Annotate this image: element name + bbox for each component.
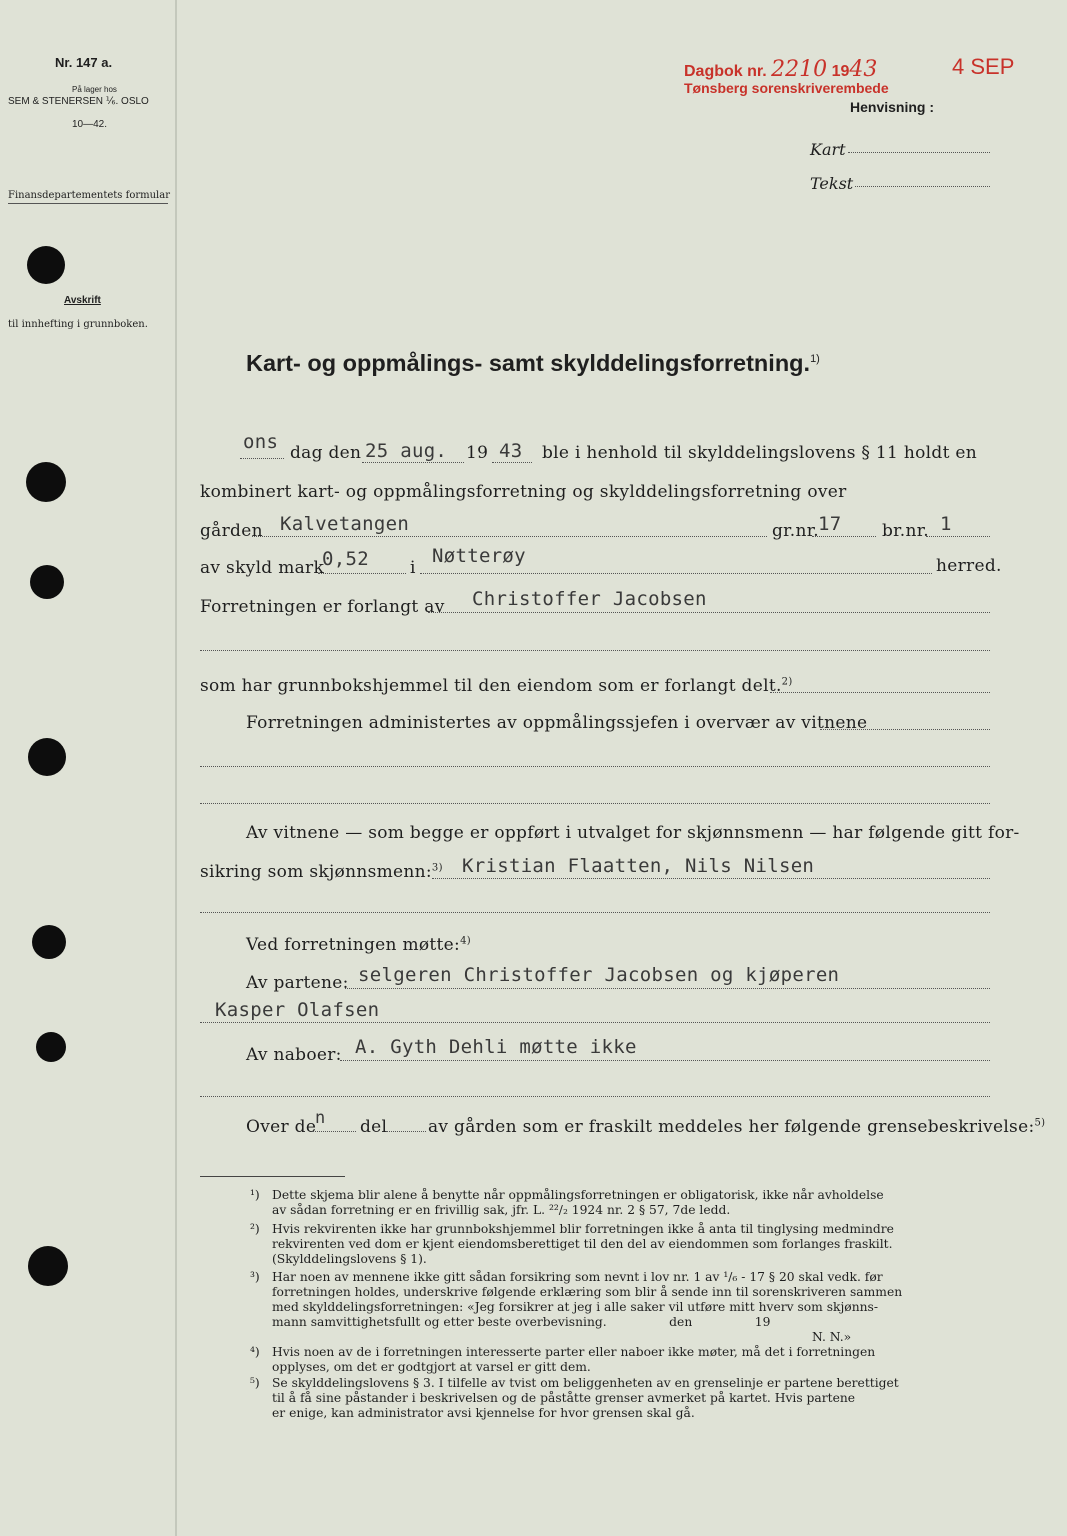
footnote-line: av sådan forretning er en frivillig sak, jfr. L. ²²/₂ 1924 nr. 2 § 57, 7de ledd. (272, 1203, 731, 1217)
publisher-line1: På lager hos (72, 85, 117, 94)
text-attended (246, 935, 471, 955)
bnr-value: 1 (940, 513, 952, 535)
department: Finansdepartementets formular (8, 190, 168, 204)
parties-line1-value: selgeren Christoffer Jacobsen og kjøperen (358, 964, 840, 986)
print-date: 10—42. (72, 119, 108, 130)
weekday-line (240, 458, 284, 459)
date-value: 25 aug. (365, 440, 448, 462)
blank-line (200, 1096, 990, 1097)
footnote-2 (250, 1222, 995, 1267)
form-number: Nr. 147 a. (55, 55, 113, 70)
municipality-line (420, 573, 932, 574)
parties-line (345, 988, 990, 989)
text-admin: Forretningen administertes av oppmålingssjefen i overvær av vitnene (246, 713, 868, 733)
over-fill-value: n (315, 1108, 326, 1128)
text-line2: kombinert kart- og oppmålingsforretning og skylddelingsforretning over (200, 482, 847, 502)
dagbok-stamp (684, 57, 877, 82)
date-stamp: 4 SEP (952, 54, 1015, 79)
text-intro-rest: ble i henhold til skylddelingslovens § 11 holdt en (542, 443, 978, 463)
text-skyld: av skyld mark (200, 558, 325, 578)
punch-hole (28, 1246, 68, 1286)
title-holder-text: som har grunnbokshjemmel til den eiendom som er forlangt delt. (200, 676, 782, 696)
year-line (492, 462, 532, 463)
footnote-separator (200, 1176, 345, 1177)
footnote-line: rekvirenten ved dom er kjent eiendomsberettiget til den del av eiendommen som forlanges fraskilt. (272, 1237, 893, 1251)
title-footnote: 1) (810, 353, 820, 366)
bnr-line (926, 536, 990, 537)
footnote-line: til å få sine påstander i beskrivelsen og de påståtte grenser avmerket på kartet. Hvis partene (272, 1391, 856, 1405)
footnote-line: Se skylddelingslovens § 3. I tilfelle av tvist om beliggenheten av en grenselinje er partene berettiget (272, 1376, 899, 1390)
footnote-mark: ⁵) (250, 1376, 260, 1390)
footnote-ref-5: 5) (1034, 1117, 1046, 1129)
year-prefix: 19 (831, 63, 850, 80)
text-brnr: br.nr. (882, 521, 929, 541)
kart-label: Kart (810, 140, 846, 159)
publisher-line2: SEM & STENERSEN ⅙. OSLO (8, 96, 149, 107)
date-line (362, 462, 464, 463)
requested-by-value: Christoffer Jacobsen (472, 588, 707, 610)
sidebar-divider (175, 0, 177, 1536)
footnote-ref-3: 3) (431, 862, 443, 874)
tekst-line (855, 186, 990, 187)
blank-line (200, 912, 990, 913)
text-over: Over de (246, 1117, 317, 1137)
footnote-3 (250, 1270, 995, 1330)
footnote-line: med skylddelingsforretningen: «Jeg forsikrer at jeg i alle saker vil utføre mitt hverv som skjønns- (272, 1300, 879, 1314)
text-witness1: Av vitnene — som begge er oppført i utvalget for skjønnsmenn — har følgende gitt for- (246, 823, 1020, 843)
punch-hole (32, 925, 66, 959)
blank-line (200, 803, 990, 804)
footnote-mark: ³) (250, 1270, 260, 1284)
witness2-text: sikring som skjønnsmenn: (200, 862, 432, 882)
attended-text: Ved forretningen møtte: (246, 935, 461, 955)
text-boundary (428, 1117, 1045, 1137)
footnote-line: forretningen holdes, underskrive følgende erklæring som blir å sende inn til sorenskriveren sammen (272, 1285, 903, 1299)
text-herred: herred. (936, 556, 1002, 576)
footnote-line: Har noen av mennene ikke gitt sådan forsikring som nevnt i lov nr. 1 av ¹/₆ - 17 § 20 skal vedk. før (272, 1270, 883, 1284)
year-suffix: 43 (849, 57, 878, 82)
text-del: del (360, 1117, 388, 1137)
reference-label: Henvisning : (850, 99, 935, 115)
year-value: 43 (499, 440, 523, 462)
dagbok-number: 2210 (771, 57, 828, 82)
footnote-line: er enige, kan administrator avsi kjennelse for hvor grensen skal gå. (272, 1406, 695, 1420)
witnesses-value: Kristian Flaatten, Nils Nilsen (462, 855, 815, 877)
text-parties: Av partene: (246, 973, 349, 993)
blank-line (200, 766, 990, 767)
skyld-value: 0,52 (322, 548, 369, 570)
kart-line (848, 152, 990, 153)
weekday-value: ons (243, 431, 279, 453)
text-title-holder (200, 676, 793, 696)
copy-label: Avskrift (64, 295, 101, 306)
title-text: Kart- og oppmålings- samt skylddelingsforretning. (246, 350, 811, 376)
over-line (312, 1131, 356, 1132)
parties-line2-value: Kasper Olafsen (215, 999, 380, 1021)
text-grnr: gr.nr. (772, 521, 819, 541)
dagbok-prefix: Dagbok nr. (684, 63, 767, 80)
text-witness2 (200, 862, 443, 882)
footnote-mark: ⁴) (250, 1345, 260, 1359)
municipality-value: Nøtterøy (432, 545, 526, 567)
footnote-mark: ¹) (250, 1188, 260, 1202)
footnote-line: opplyses, om det er godtgjort at varsel er gitt dem. (272, 1360, 591, 1374)
boundary-text: av gården som er fraskilt meddeles her følgende grensebeskrivelse: (428, 1117, 1035, 1137)
title-holder-line (770, 692, 990, 693)
farm-line (252, 536, 767, 537)
witness-line (432, 878, 990, 879)
footnote-line: Hvis rekvirenten ikke har grunnbokshjemmel blir forretningen ikke å anta til tinglysing medmindre (272, 1222, 894, 1236)
punch-hole (30, 565, 64, 599)
year-prefix-text: 19 (466, 443, 489, 463)
gnr-line (812, 536, 876, 537)
footnote-signature: N. N.» (812, 1330, 852, 1344)
text-requested: Forretningen er forlangt av (200, 597, 445, 617)
del-line (386, 1131, 426, 1132)
punch-hole (26, 462, 66, 502)
text-garden: gården (200, 521, 263, 541)
footnote-line: mann samvittighetsfullt og etter beste overbevisning. den 19 (272, 1315, 771, 1329)
neighbours-line (340, 1060, 990, 1061)
requested-line (428, 612, 990, 613)
blank-line (200, 650, 990, 651)
text-dag-den: dag den (290, 443, 362, 463)
footnote-line: Dette skjema blir alene å benytte når oppmålingsforretningen er obligatorisk, ikke når avholdelse (272, 1188, 884, 1202)
skyld-line (318, 573, 406, 574)
footnote-ref-4: 4) (460, 935, 471, 947)
footnote-ref-2: 2) (781, 676, 793, 688)
footnote-5 (250, 1376, 995, 1421)
page-title (246, 350, 820, 377)
footnote-line: Hvis noen av de i forretningen interesserte parter eller naboer ikke møter, må det i forretningen (272, 1345, 876, 1359)
parties-line2 (200, 1022, 990, 1023)
text-i: i (410, 558, 416, 578)
footnote-1 (250, 1188, 995, 1218)
footnote-line: (Skylddelingslovens § 1). (272, 1252, 427, 1266)
text-neighbours: Av naboer: (246, 1045, 342, 1065)
office-stamp: Tønsberg sorenskriverembede (684, 80, 889, 96)
tekst-label: Tekst (810, 174, 854, 193)
neighbours-value: A. Gyth Dehli møtte ikke (355, 1036, 637, 1058)
footnote-mark: ²) (250, 1222, 260, 1236)
footnote-4 (250, 1345, 995, 1375)
copy-note: til innhefting i grunnboken. (8, 319, 148, 330)
punch-hole (28, 738, 66, 776)
punch-hole (36, 1032, 66, 1062)
farm-name-value: Kalvetangen (280, 513, 410, 535)
admin-line (820, 729, 990, 730)
punch-hole (27, 246, 65, 284)
gnr-value: 17 (818, 513, 842, 535)
